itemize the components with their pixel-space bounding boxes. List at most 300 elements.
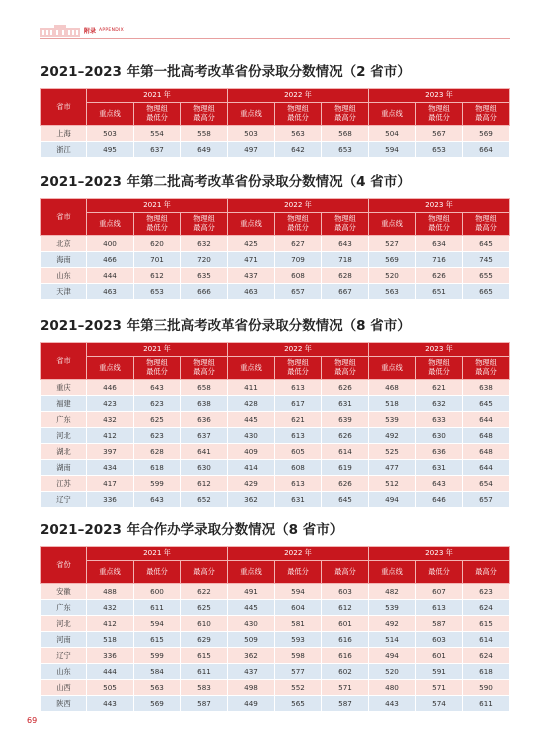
score-cell: 745 [463,252,510,268]
score-cell: 554 [134,126,181,142]
score-cell: 667 [322,284,369,300]
column-subheader: 重点线 [228,357,275,380]
score-cell: 599 [134,648,181,664]
score-cell: 569 [463,126,510,142]
score-cell: 657 [275,284,322,300]
score-cell: 520 [369,664,416,680]
score-cell: 646 [416,492,463,508]
header-divider [40,38,510,39]
score-cell: 631 [416,460,463,476]
score-cell: 584 [134,664,181,680]
score-cell: 641 [181,444,228,460]
region-cell: 河北 [41,428,87,444]
table-row [41,600,510,616]
column-subheader: 重点线 [369,357,416,380]
score-cell: 558 [181,126,228,142]
score-cell: 648 [463,428,510,444]
score-cell: 632 [181,236,228,252]
year-header: 2022 年 [228,343,369,357]
year-header: 2022 年 [228,89,369,103]
score-cell: 412 [87,428,134,444]
score-cell: 480 [369,680,416,696]
column-subheader: 物理组 最低分 [275,213,322,236]
table-row [41,142,510,158]
header-label: 附录 [84,27,97,35]
score-cell: 716 [416,252,463,268]
score-cell: 539 [369,412,416,428]
score-cell: 539 [369,600,416,616]
table-title: 2021–2023 年第二批高考改革省份录取分数情况（4 省市） [40,174,411,190]
table-row [41,492,510,508]
score-cell: 630 [416,428,463,444]
header-label-english: APPENDIX [99,27,125,33]
score-cell: 603 [322,584,369,600]
score-cell: 362 [228,492,275,508]
score-cell: 494 [369,648,416,664]
region-cell: 辽宁 [41,648,87,664]
score-cell: 612 [322,600,369,616]
score-cell: 603 [416,632,463,648]
column-subheader: 最低分 [134,561,181,584]
score-cell: 611 [181,664,228,680]
score-cell: 488 [87,584,134,600]
score-cell: 587 [322,696,369,712]
region-cell: 山东 [41,268,87,284]
column-subheader: 物理组 最低分 [416,213,463,236]
score-cell: 604 [275,600,322,616]
region-cell: 山西 [41,680,87,696]
score-cell: 636 [416,444,463,460]
region-cell: 江苏 [41,476,87,492]
year-header: 2023 年 [369,199,510,213]
score-cell: 443 [369,696,416,712]
column-subheader: 重点线 [228,103,275,126]
score-cell: 627 [275,236,322,252]
score-cell: 568 [322,126,369,142]
column-subheader: 物理组 最低分 [134,213,181,236]
score-cell: 626 [322,380,369,396]
column-subheader: 物理组 最高分 [463,357,510,380]
score-cell: 648 [463,444,510,460]
score-cell: 498 [228,680,275,696]
table-row [41,648,510,664]
score-cell: 429 [228,476,275,492]
score-cell: 622 [181,584,228,600]
score-cell: 655 [463,268,510,284]
region-cell: 天津 [41,284,87,300]
score-cell: 643 [322,236,369,252]
year-header: 2022 年 [228,199,369,213]
score-cell: 657 [463,492,510,508]
score-cell: 437 [228,268,275,284]
score-cell: 412 [87,616,134,632]
column-subheader: 重点线 [228,213,275,236]
score-cell: 444 [87,664,134,680]
score-cell: 432 [87,600,134,616]
region-cell: 辽宁 [41,492,87,508]
table-row [41,476,510,492]
score-cell: 664 [463,142,510,158]
column-subheader: 物理组 最高分 [463,213,510,236]
score-cell: 434 [87,460,134,476]
table-title: 2021–2023 年第三批高考改革省份录取分数情况（8 省市） [40,318,411,334]
score-cell: 608 [275,460,322,476]
score-table [40,88,510,158]
year-header: 2023 年 [369,89,510,103]
column-subheader: 最高分 [463,561,510,584]
score-cell: 571 [322,680,369,696]
admission-table-section-4 [40,520,510,712]
table-row [41,444,510,460]
score-cell: 565 [275,696,322,712]
score-cell: 638 [181,396,228,412]
score-cell: 653 [134,284,181,300]
score-cell: 619 [322,460,369,476]
score-cell: 623 [463,584,510,600]
region-cell: 海南 [41,252,87,268]
score-cell: 336 [87,648,134,664]
score-cell: 632 [416,396,463,412]
region-column-header: 省市 [41,343,87,380]
table-row [41,616,510,632]
score-cell: 563 [134,680,181,696]
score-cell: 658 [181,380,228,396]
score-cell: 602 [322,664,369,680]
score-cell: 613 [416,600,463,616]
table-row [41,632,510,648]
score-cell: 645 [463,396,510,412]
score-cell: 654 [463,476,510,492]
score-cell: 482 [369,584,416,600]
score-cell: 468 [369,380,416,396]
region-cell: 重庆 [41,380,87,396]
column-subheader: 物理组 最低分 [416,357,463,380]
score-cell: 463 [228,284,275,300]
table-row [41,460,510,476]
score-cell: 601 [416,648,463,664]
score-cell: 590 [463,680,510,696]
score-cell: 520 [369,268,416,284]
score-cell: 497 [228,142,275,158]
score-cell: 594 [369,142,416,158]
score-cell: 583 [181,680,228,696]
score-cell: 613 [275,428,322,444]
score-cell: 417 [87,476,134,492]
score-cell: 569 [134,696,181,712]
region-cell: 河北 [41,616,87,632]
score-cell: 512 [369,476,416,492]
score-cell: 594 [134,616,181,632]
table-title: 2021–2023 年第一批高考改革省份录取分数情况（2 省市） [40,64,411,80]
column-subheader: 重点线 [87,103,134,126]
score-cell: 525 [369,444,416,460]
table-row [41,236,510,252]
score-cell: 637 [134,142,181,158]
score-cell: 600 [134,584,181,600]
score-cell: 709 [275,252,322,268]
score-cell: 653 [416,142,463,158]
score-table [40,342,510,508]
column-subheader: 重点线 [369,103,416,126]
score-cell: 623 [134,396,181,412]
score-cell: 518 [87,632,134,648]
column-subheader: 最低分 [416,561,463,584]
score-cell: 444 [87,268,134,284]
score-cell: 504 [369,126,416,142]
table-row [41,126,510,142]
score-cell: 653 [322,142,369,158]
region-column-header: 省市 [41,199,87,236]
score-cell: 612 [134,268,181,284]
score-cell: 615 [463,616,510,632]
table-row [41,664,510,680]
column-subheader: 物理组 最高分 [181,213,228,236]
column-subheader: 物理组 最高分 [322,213,369,236]
score-cell: 397 [87,444,134,460]
column-subheader: 重点线 [87,357,134,380]
admission-table-section-2 [40,172,510,300]
score-cell: 623 [134,428,181,444]
score-cell: 612 [181,476,228,492]
score-cell: 445 [228,412,275,428]
table-row [41,696,510,712]
score-cell: 503 [228,126,275,142]
column-subheader: 物理组 最高分 [463,103,510,126]
score-cell: 567 [416,126,463,142]
score-cell: 492 [369,428,416,444]
column-subheader: 重点线 [87,213,134,236]
score-cell: 587 [416,616,463,632]
score-cell: 625 [181,600,228,616]
region-cell: 上海 [41,126,87,142]
column-subheader: 物理组 最低分 [134,357,181,380]
score-cell: 569 [369,252,416,268]
region-cell: 湖南 [41,460,87,476]
table-row [41,412,510,428]
score-cell: 494 [369,492,416,508]
score-cell: 615 [134,632,181,648]
column-subheader: 重点线 [87,561,134,584]
score-cell: 643 [134,380,181,396]
score-cell: 665 [463,284,510,300]
score-cell: 625 [134,412,181,428]
score-cell: 571 [416,680,463,696]
score-cell: 362 [228,648,275,664]
score-cell: 518 [369,396,416,412]
table-row [41,396,510,412]
score-cell: 630 [181,460,228,476]
region-cell: 北京 [41,236,87,252]
score-cell: 639 [322,412,369,428]
score-cell: 613 [275,380,322,396]
region-cell: 安徽 [41,584,87,600]
score-cell: 591 [416,664,463,680]
table-row [41,268,510,284]
column-subheader: 重点线 [369,213,416,236]
score-cell: 636 [181,412,228,428]
score-cell: 644 [463,460,510,476]
campus-building-icon [40,24,80,37]
score-cell: 400 [87,236,134,252]
score-cell: 637 [181,428,228,444]
score-cell: 411 [228,380,275,396]
region-column-header: 省市 [41,89,87,126]
score-cell: 626 [416,268,463,284]
column-subheader: 物理组 最高分 [181,103,228,126]
score-cell: 509 [228,632,275,648]
score-cell: 645 [463,236,510,252]
region-cell: 浙江 [41,142,87,158]
score-cell: 644 [463,412,510,428]
score-cell: 577 [275,664,322,680]
page-number: 69 [27,716,38,725]
score-cell: 720 [181,252,228,268]
admission-table-section-3 [40,316,510,508]
column-subheader: 物理组 最低分 [134,103,181,126]
column-subheader: 重点线 [369,561,416,584]
score-cell: 614 [322,444,369,460]
score-cell: 605 [275,444,322,460]
table-row [41,428,510,444]
score-cell: 631 [322,396,369,412]
score-cell: 624 [463,648,510,664]
year-header: 2021 年 [87,343,228,357]
region-cell: 福建 [41,396,87,412]
score-cell: 491 [228,584,275,600]
score-cell: 626 [322,476,369,492]
score-cell: 635 [181,268,228,284]
column-subheader: 重点线 [228,561,275,584]
year-header: 2021 年 [87,89,228,103]
region-cell: 陕西 [41,696,87,712]
score-cell: 613 [275,476,322,492]
score-cell: 651 [416,284,463,300]
score-cell: 643 [134,492,181,508]
score-cell: 666 [181,284,228,300]
region-cell: 广东 [41,600,87,616]
score-cell: 607 [416,584,463,600]
region-column-header: 省份 [41,547,87,584]
score-table [40,198,510,300]
score-cell: 649 [181,142,228,158]
column-subheader: 最低分 [275,561,322,584]
score-cell: 629 [181,632,228,648]
score-cell: 634 [416,236,463,252]
score-cell: 621 [275,412,322,428]
score-cell: 477 [369,460,416,476]
score-cell: 425 [228,236,275,252]
score-cell: 631 [275,492,322,508]
score-cell: 336 [87,492,134,508]
year-header: 2021 年 [87,547,228,561]
score-cell: 594 [275,584,322,600]
column-subheader: 最高分 [322,561,369,584]
score-cell: 701 [134,252,181,268]
score-cell: 409 [228,444,275,460]
score-cell: 642 [275,142,322,158]
score-cell: 466 [87,252,134,268]
score-cell: 505 [87,680,134,696]
table-title: 2021–2023 年合作办学录取分数情况（8 省市） [40,522,344,538]
table-row [41,252,510,268]
page-header [40,22,124,38]
score-cell: 495 [87,142,134,158]
score-cell: 587 [181,696,228,712]
score-cell: 445 [228,600,275,616]
score-cell: 718 [322,252,369,268]
score-cell: 633 [416,412,463,428]
score-cell: 463 [87,284,134,300]
score-cell: 621 [416,380,463,396]
score-cell: 638 [463,380,510,396]
score-table [40,546,510,712]
score-cell: 563 [369,284,416,300]
score-cell: 628 [322,268,369,284]
score-cell: 423 [87,396,134,412]
column-subheader: 物理组 最低分 [275,357,322,380]
region-cell: 山东 [41,664,87,680]
score-cell: 414 [228,460,275,476]
score-cell: 628 [134,444,181,460]
score-cell: 616 [322,648,369,664]
score-cell: 599 [134,476,181,492]
score-cell: 471 [228,252,275,268]
table-row [41,284,510,300]
region-cell: 湖北 [41,444,87,460]
score-cell: 624 [463,600,510,616]
score-cell: 593 [275,632,322,648]
score-cell: 552 [275,680,322,696]
score-cell: 581 [275,616,322,632]
score-cell: 616 [322,632,369,648]
score-cell: 652 [181,492,228,508]
score-cell: 514 [369,632,416,648]
score-cell: 610 [181,616,228,632]
score-cell: 618 [463,664,510,680]
table-row [41,680,510,696]
score-cell: 437 [228,664,275,680]
score-cell: 620 [134,236,181,252]
score-cell: 618 [134,460,181,476]
column-subheader: 物理组 最低分 [416,103,463,126]
score-cell: 608 [275,268,322,284]
column-subheader: 物理组 最低分 [275,103,322,126]
score-cell: 626 [322,428,369,444]
score-cell: 614 [463,632,510,648]
score-cell: 574 [416,696,463,712]
admission-table-section-1 [40,62,510,158]
score-cell: 611 [463,696,510,712]
score-cell: 617 [275,396,322,412]
score-cell: 449 [228,696,275,712]
year-header: 2022 年 [228,547,369,561]
score-cell: 601 [322,616,369,632]
column-subheader: 最高分 [181,561,228,584]
column-subheader: 物理组 最高分 [322,103,369,126]
score-cell: 430 [228,428,275,444]
region-cell: 河南 [41,632,87,648]
score-cell: 443 [87,696,134,712]
year-header: 2023 年 [369,547,510,561]
score-cell: 643 [416,476,463,492]
score-cell: 428 [228,396,275,412]
column-subheader: 物理组 最高分 [181,357,228,380]
table-row [41,380,510,396]
year-header: 2021 年 [87,199,228,213]
score-cell: 492 [369,616,416,632]
year-header: 2023 年 [369,343,510,357]
score-cell: 527 [369,236,416,252]
